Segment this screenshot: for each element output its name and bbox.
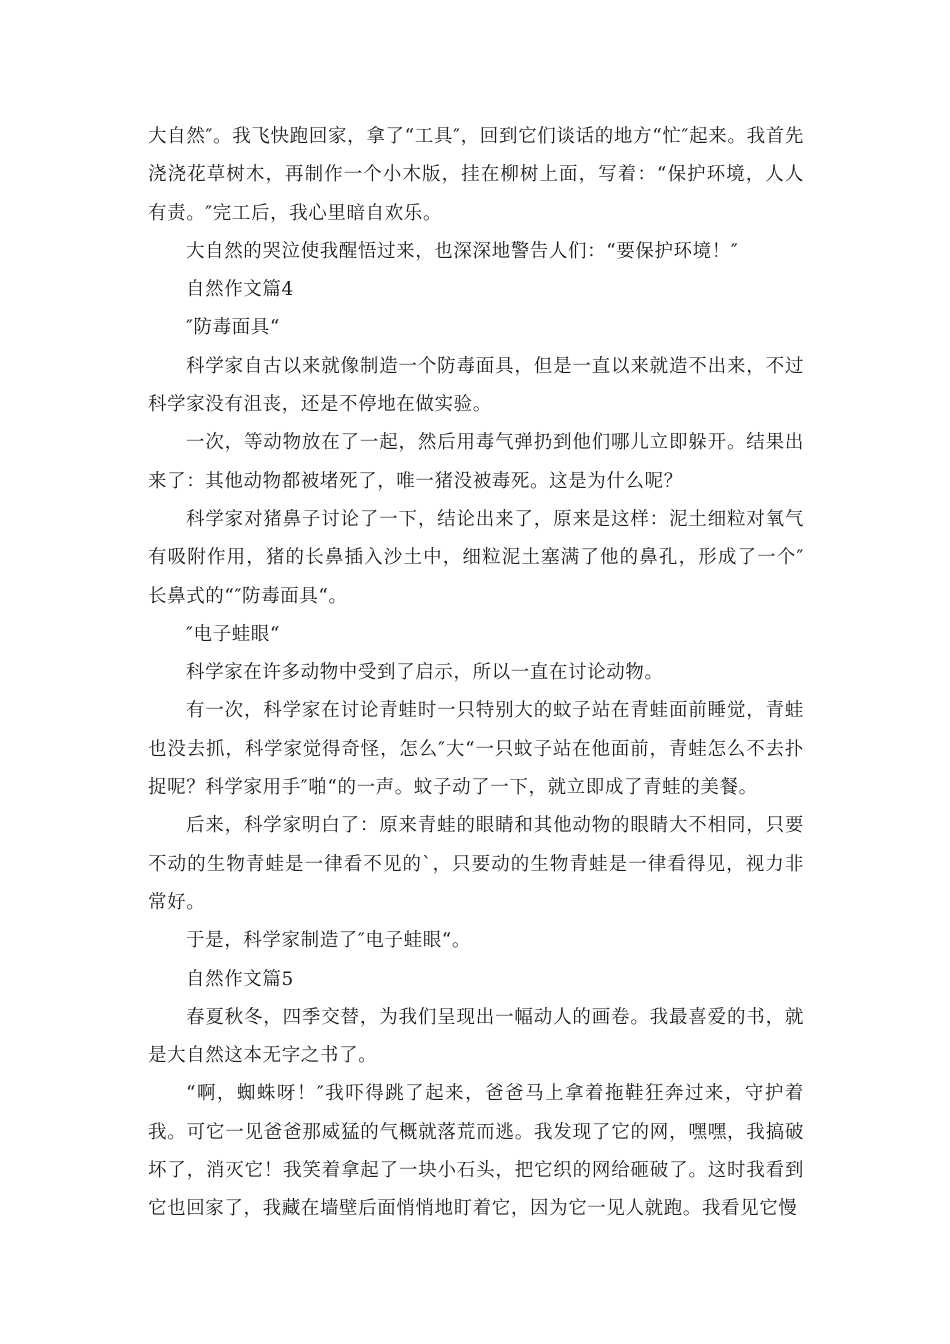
paragraph: 于是，科学家制造了″电子蛙眼“。 [186, 930, 471, 952]
paragraph: 科学家对猪鼻子讨论了一下，结论出来了，原来是这样：泥土细粒对氧气有吸附作用，猪的长鼻插入沙土中，细粒泥土塞满了他的鼻孔，形成了一个″长鼻式的“″防毒面具“。 [148, 508, 804, 607]
paragraph-continuation: 大自然″。我飞快跑回家，拿了“工具″，回到它们谈话的地方“忙″起来。我首先浇浇花草树木，再制作一个小木版，挂在柳树上面，写着：“保护环境，人人有责。″完工后，我心里暗自欢乐。 [148, 126, 804, 224]
paragraph: 有一次，科学家在讨论青蛙时一只特别大的蚊子站在青蛙面前睡觉，青蛙也没去抓，科学家觉得奇怪，怎么″大“一只蚊子站在他面前，青蛙怎么不去扑捉呢？科学家用手″啪“的一声。蚊子动了一下，就立即成了青蛙的美餐。 [148, 700, 804, 799]
section-heading: 自然作文篇4 [186, 279, 294, 301]
paragraph: “啊，蜘蛛呀！″我吓得跳了起来，爸爸马上拿着拖鞋狂奔过来，守护着我。可它一见爸爸那威猛的气概就落荒而逃。我发现了它的网，嘿嘿，我搞破坏了，消灭它！我笑着拿起了一块小石头，把它织的网给砸破了。这时我看到它也回家了，我藏在墙壁后面悄悄地盯着它，因为它一见人就跑。我看见它慢 [148, 1083, 804, 1220]
subheading: ″电子蛙眼“ [186, 623, 280, 645]
section-heading: 自然作文篇5 [186, 968, 294, 990]
paragraph: 春夏秋冬，四季交替，为我们呈现出一幅动人的画卷。我最喜爱的书，就是大自然这本无字之书了。 [148, 1006, 804, 1067]
paragraph: 科学家在许多动物中受到了启示，所以一直在讨论动物。 [186, 662, 664, 684]
document-page [148, 118, 804, 1229]
paragraph: 后来，科学家明白了：原来青蛙的眼睛和其他动物的眼睛大不相同，只要不动的生物青蛙是一律看不见的`，只要动的生物青蛙是一律看得见，视力非常好。 [148, 815, 804, 913]
subheading: ″防毒面具“ [186, 317, 280, 339]
paragraph: 一次，等动物放在了一起，然后用毒气弹扔到他们哪儿立即躲开。结果出来了：其他动物都被堵死了，唯一猪没被毒死。这是为什么呢？ [148, 432, 804, 492]
paragraph: 科学家自古以来就像制造一个防毒面具，但是一直以来就造不出来，不过科学家没有沮丧，还是不停地在做实验。 [148, 355, 804, 416]
paragraph: 大自然的哭泣使我醒悟过来，也深深地警告人们：“要保护环境！″ [186, 240, 739, 262]
